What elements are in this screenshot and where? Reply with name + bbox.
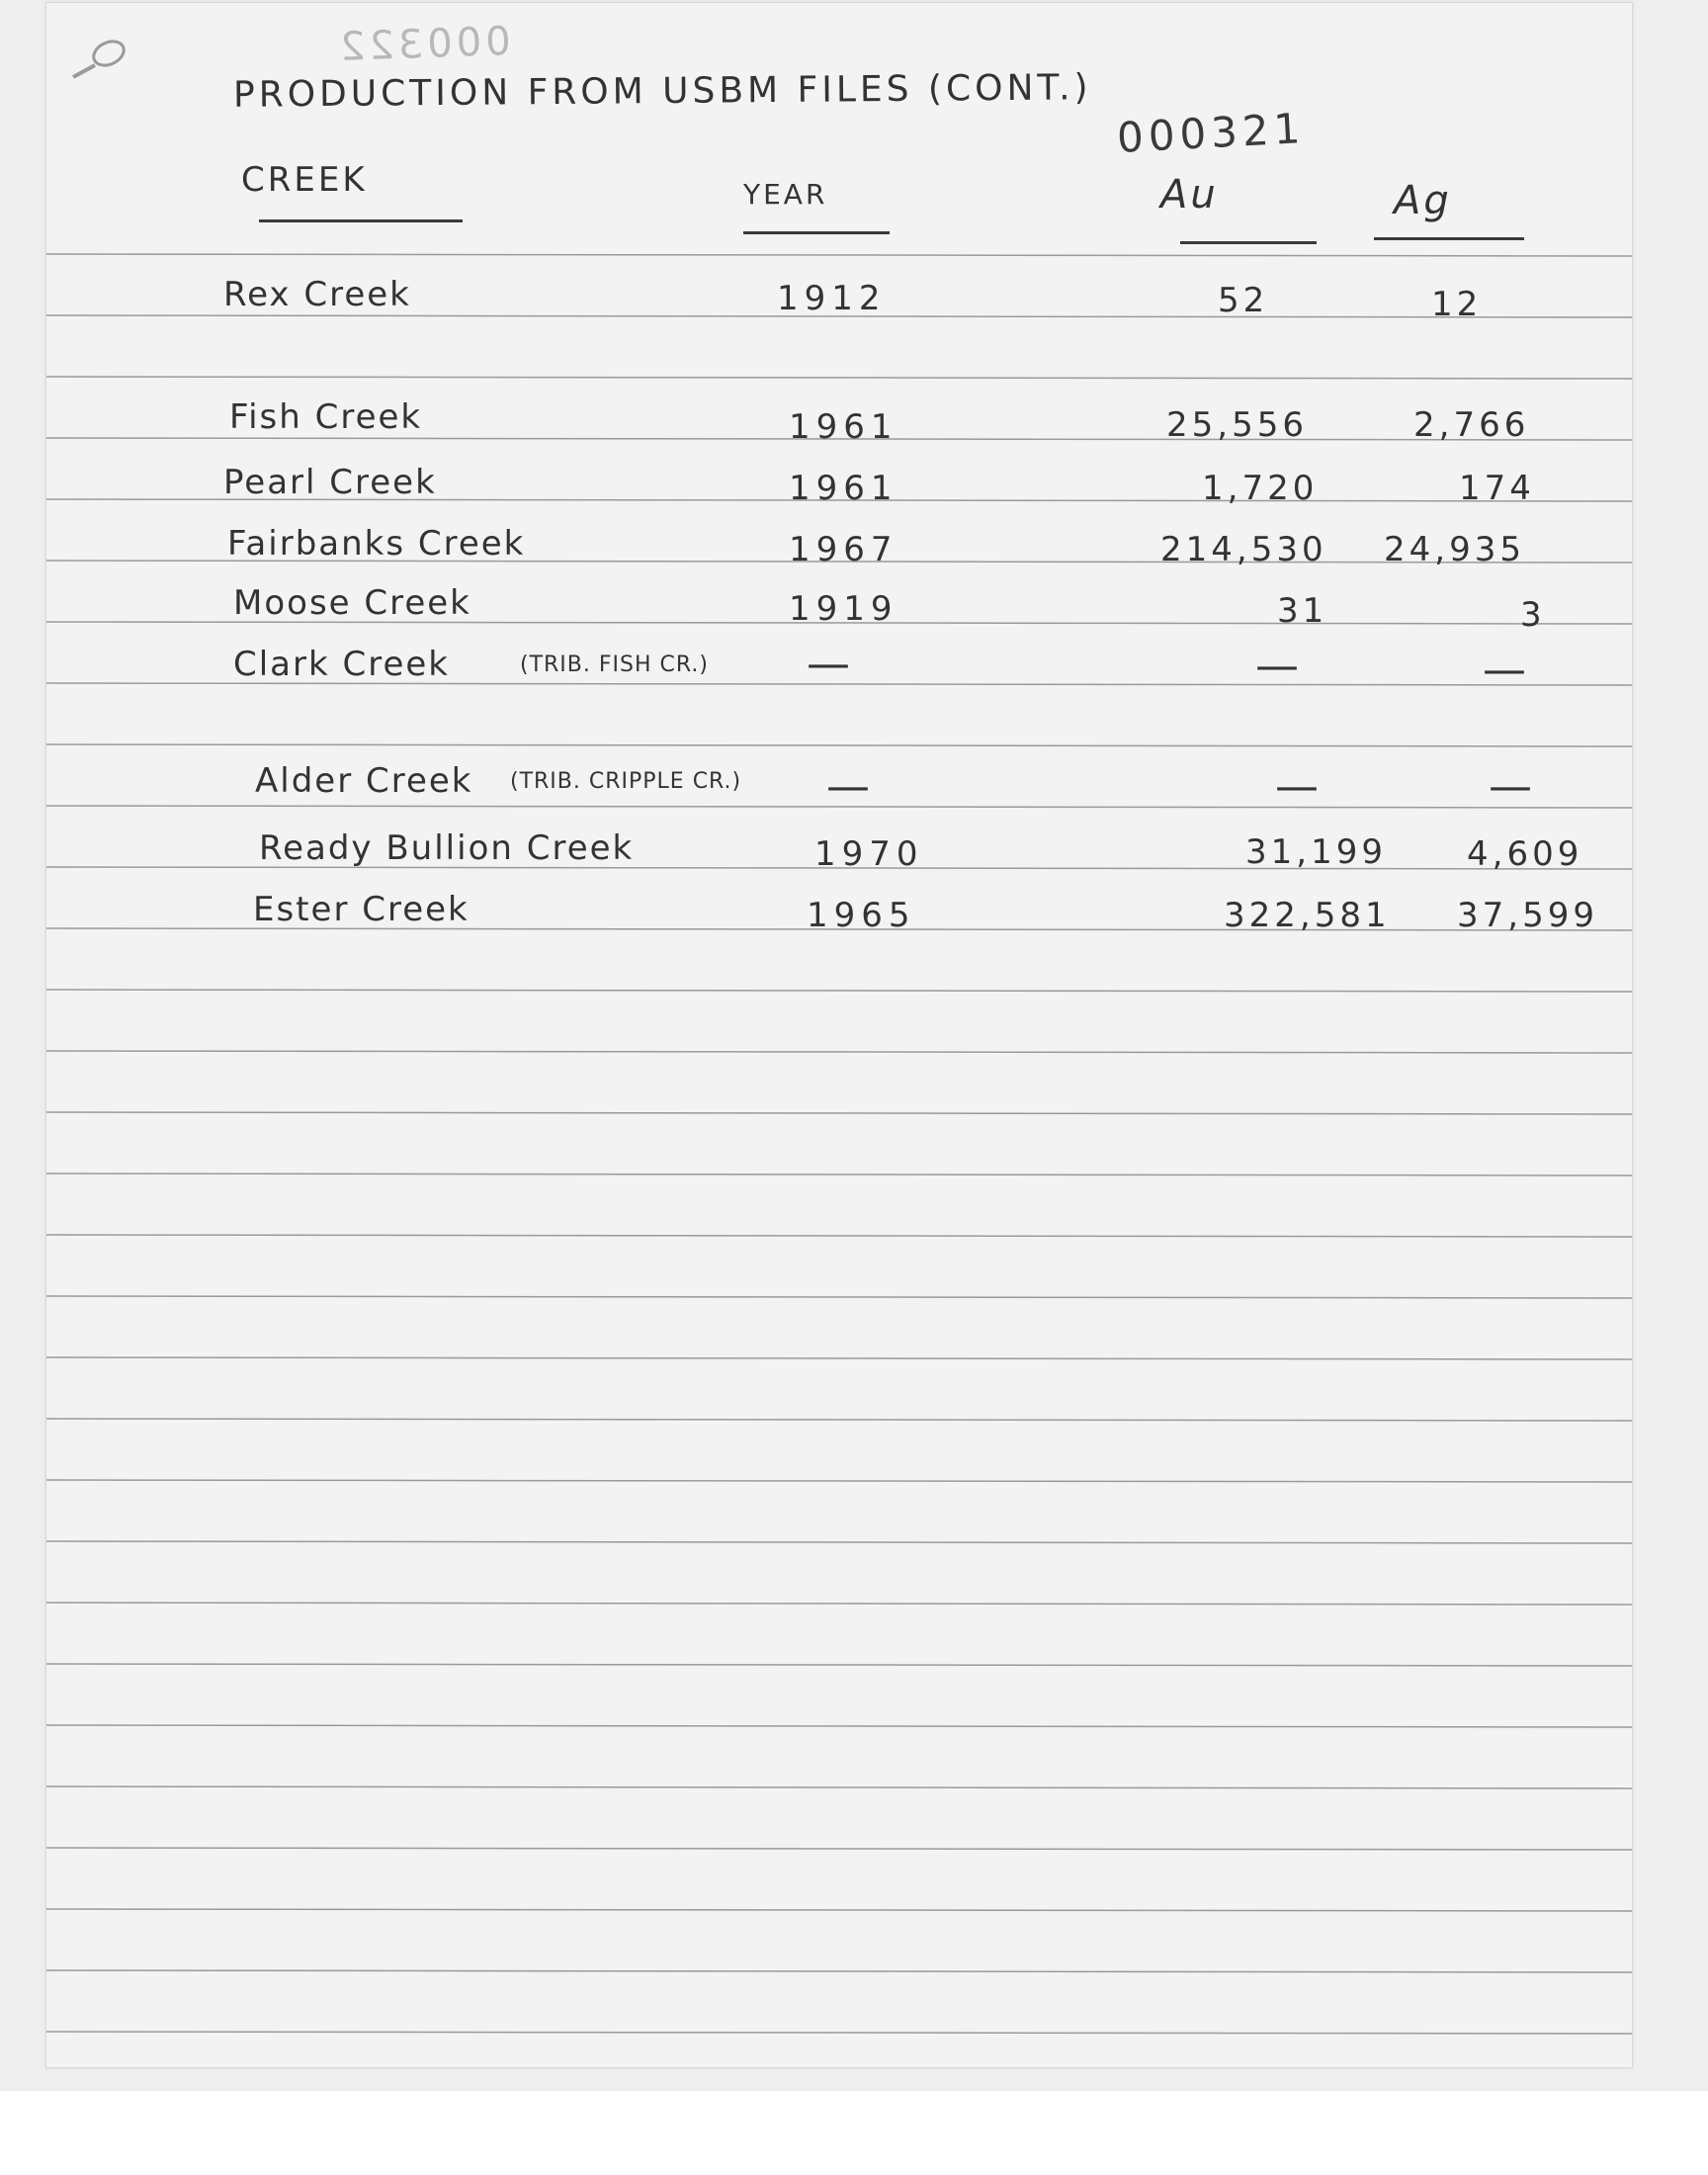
table-row-au: 25,556 bbox=[1166, 405, 1308, 445]
table-row-creek: Ester Creek bbox=[253, 890, 470, 929]
table-row-au: — bbox=[1275, 761, 1323, 812]
table-row-ag: 2,766 bbox=[1413, 405, 1530, 445]
document-number: 000321 bbox=[1115, 104, 1307, 162]
header-year: YEAR bbox=[743, 178, 828, 211]
header-creek-underline bbox=[259, 219, 463, 222]
bleed-through-doc-number: 000322 bbox=[335, 18, 512, 71]
header-ag-underline bbox=[1374, 237, 1524, 240]
table-row-year: 1970 bbox=[814, 834, 924, 874]
table-row-ag: — bbox=[1489, 761, 1536, 812]
table-row-creek: Ready Bullion Creek bbox=[259, 828, 635, 868]
header-creek: CREEK bbox=[241, 160, 368, 200]
table-row-creek: Fairbanks Creek bbox=[227, 524, 526, 564]
table-row-year: 1919 bbox=[789, 589, 898, 629]
table-row-au: 52 bbox=[1218, 281, 1269, 320]
table-row-creek: Rex Creek bbox=[223, 275, 411, 314]
header-year-underline bbox=[743, 231, 890, 234]
table-row-au: 31 bbox=[1277, 591, 1328, 631]
table-row-note: (TRIB. FISH CR.) bbox=[520, 652, 709, 677]
table-row-creek: Fish Creek bbox=[229, 397, 423, 437]
table-row-year: 1912 bbox=[777, 279, 887, 318]
stamp-mark-icon bbox=[61, 30, 140, 89]
table-row-au: 31,199 bbox=[1245, 832, 1387, 872]
table-row-note: (TRIB. CRIPPLE CR.) bbox=[510, 769, 742, 794]
table-row-year: 1961 bbox=[789, 407, 898, 447]
table-row-year: — bbox=[807, 639, 856, 689]
header-ag: Ag bbox=[1394, 178, 1452, 223]
table-row-creek: Moose Creek bbox=[233, 583, 471, 623]
table-row-au: 1,720 bbox=[1202, 469, 1319, 508]
table-row-ag: 4,609 bbox=[1467, 834, 1583, 874]
table-row-year: 1965 bbox=[807, 896, 916, 935]
table-row-year: — bbox=[826, 761, 876, 812]
header-au-underline bbox=[1180, 241, 1317, 244]
table-row-au: 214,530 bbox=[1160, 530, 1327, 569]
table-row-year: 1967 bbox=[789, 530, 898, 569]
table-row-ag: — bbox=[1483, 645, 1530, 695]
table-row-year: 1961 bbox=[789, 469, 898, 508]
table-row-creek: Clark Creek bbox=[233, 645, 450, 684]
table-row-au: 322,581 bbox=[1224, 896, 1391, 935]
table-row-creek: Alder Creek bbox=[255, 761, 473, 801]
table-row-ag: 37,599 bbox=[1457, 896, 1598, 935]
table-row-creek: Pearl Creek bbox=[223, 463, 437, 502]
table-row-ag: 174 bbox=[1459, 469, 1535, 508]
page-title: PRODUCTION FROM USBM FILES (CONT.) bbox=[232, 67, 1092, 116]
table-row-au: — bbox=[1255, 641, 1303, 691]
header-au: Au bbox=[1160, 172, 1219, 218]
table-row-ag: 12 bbox=[1431, 285, 1483, 324]
table-row-ag: 24,935 bbox=[1384, 530, 1525, 569]
table-row-ag: 3 bbox=[1520, 595, 1546, 635]
